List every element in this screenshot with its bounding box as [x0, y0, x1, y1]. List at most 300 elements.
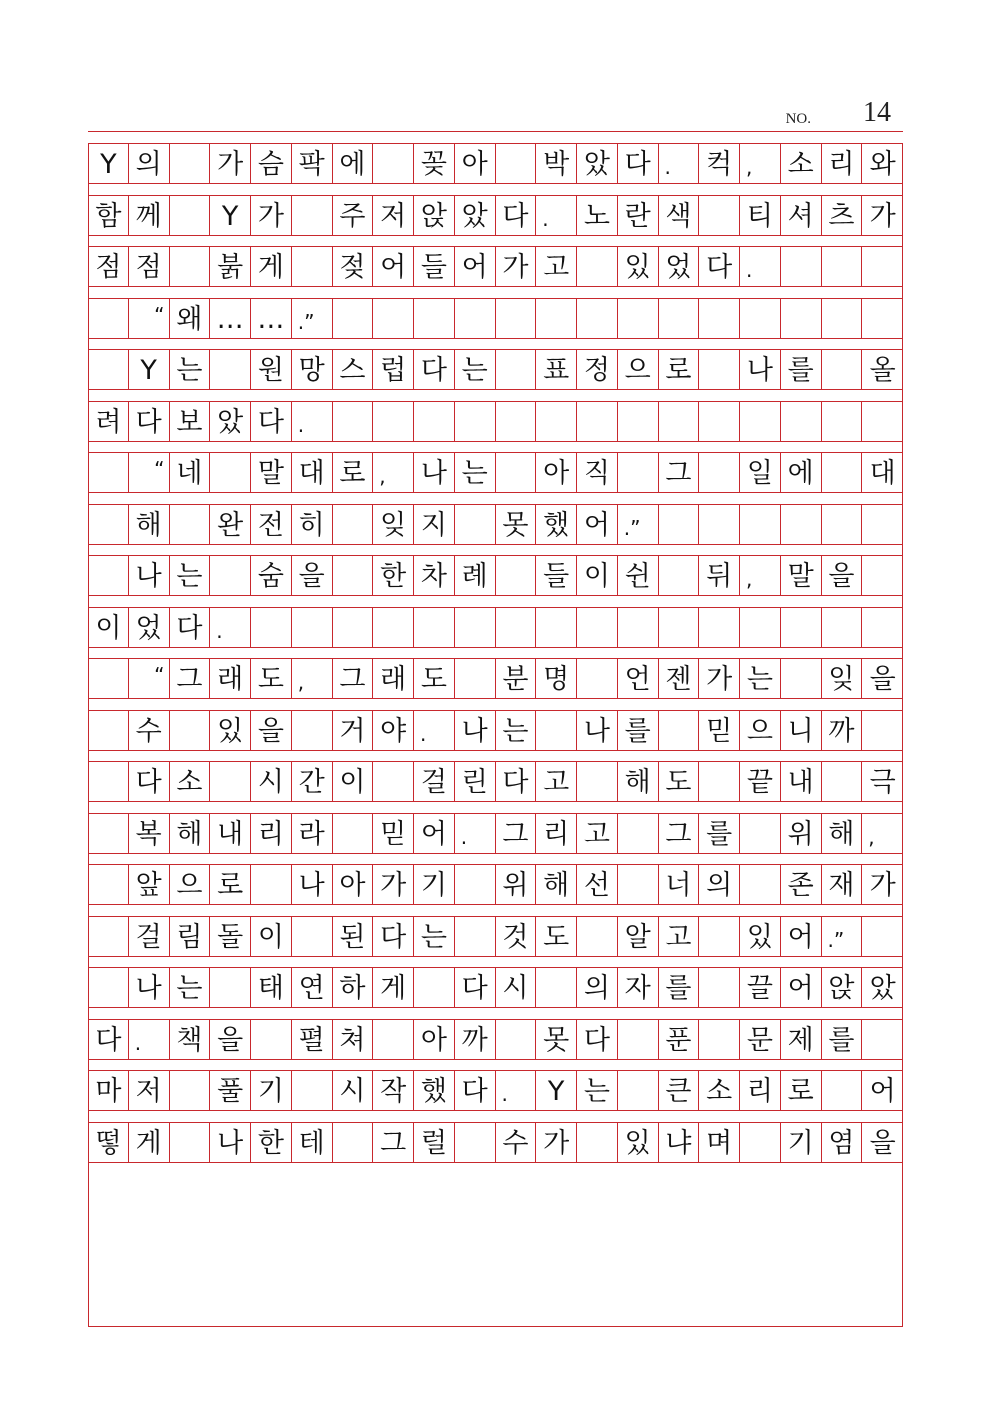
grid-cell: 을 — [251, 711, 292, 750]
grid-cell: 전 — [251, 505, 292, 544]
grid-cell: , — [373, 453, 414, 492]
grid-cell: 고 — [659, 917, 700, 956]
grid-cell: 했 — [414, 1071, 455, 1110]
grid-cell: 기 — [251, 1071, 292, 1110]
grid-cell — [170, 144, 211, 183]
grid-cell: 나 — [292, 865, 333, 904]
grid-cell: 들 — [414, 247, 455, 286]
grid-cell: 다 — [129, 402, 170, 441]
grid-cell — [862, 299, 903, 338]
grid-cell — [455, 608, 496, 647]
grid-cell — [88, 299, 129, 338]
grid-cell: 도 — [251, 659, 292, 698]
page-number: 14 — [863, 97, 891, 128]
grid-cell: 있 — [618, 1123, 659, 1162]
grid-cell: 럴 — [414, 1123, 455, 1162]
grid-cell — [496, 453, 537, 492]
grid-cell: 고 — [536, 762, 577, 801]
grid-cell — [699, 762, 740, 801]
grid-cell — [862, 505, 903, 544]
grid-cell: 잊 — [373, 505, 414, 544]
grid-cell — [618, 608, 659, 647]
grid-row — [88, 349, 903, 390]
manuscript-grid — [88, 143, 903, 1327]
grid-cell — [251, 1020, 292, 1059]
grid-cell: 된 — [333, 917, 374, 956]
grid-cell: 았 — [455, 196, 496, 235]
grid-cell: 다 — [496, 196, 537, 235]
grid-cell: 라 — [292, 814, 333, 853]
grid-cell: 에 — [333, 144, 374, 183]
grid-cell: “ — [129, 299, 170, 338]
grid-cell — [862, 917, 903, 956]
grid-row — [88, 1070, 903, 1111]
grid-cell: 표 — [536, 350, 577, 389]
grid-cell: 가 — [251, 196, 292, 235]
grid-cell: 앞 — [129, 865, 170, 904]
grid-cell: . — [292, 402, 333, 441]
grid-cell: 다 — [129, 762, 170, 801]
grid-row — [88, 401, 903, 442]
grid-cell: 그 — [373, 1123, 414, 1162]
grid-cell — [251, 865, 292, 904]
grid-cell: 일 — [740, 453, 781, 492]
grid-cell: 다 — [414, 350, 455, 389]
grid-cell: 을 — [292, 556, 333, 595]
grid-cell: 한 — [251, 1123, 292, 1162]
grid-cell: 이 — [88, 608, 129, 647]
grid-cell: 시 — [496, 968, 537, 1007]
grid-cell: 컥 — [699, 144, 740, 183]
grid-cell — [822, 299, 863, 338]
grid-cell: 존 — [781, 865, 822, 904]
grid-cell: 붉 — [210, 247, 251, 286]
grid-cell: 그 — [659, 814, 700, 853]
grid-cell: 가 — [210, 144, 251, 183]
grid-cell — [781, 608, 822, 647]
grid-cell — [862, 1020, 903, 1059]
grid-cell — [659, 608, 700, 647]
grid-cell: 기 — [781, 1123, 822, 1162]
grid-cell: 꽂 — [414, 144, 455, 183]
grid-cell: 로 — [333, 453, 374, 492]
grid-cell: 다 — [577, 1020, 618, 1059]
grid-cell: 하 — [333, 968, 374, 1007]
grid-cell: 는 — [414, 917, 455, 956]
grid-cell — [455, 865, 496, 904]
grid-cell — [659, 505, 700, 544]
grid-cell — [781, 659, 822, 698]
grid-cell: 소 — [170, 762, 211, 801]
grid-cell: . — [740, 247, 781, 286]
grid-cell: 를 — [699, 814, 740, 853]
grid-cell: 었 — [129, 608, 170, 647]
grid-cell: 게 — [129, 1123, 170, 1162]
grid-cell: 게 — [251, 247, 292, 286]
grid-cell: 았 — [210, 402, 251, 441]
grid-cell: 선 — [577, 865, 618, 904]
grid-cell: 았 — [869, 973, 896, 1004]
grid-row — [88, 967, 903, 1008]
grid-cell: 와 — [869, 149, 896, 180]
grid-cell: 나 — [129, 556, 170, 595]
grid-cell — [822, 402, 863, 441]
grid-cell: 말 — [251, 453, 292, 492]
grid-cell: Y — [536, 1071, 577, 1110]
grid-cell: 럽 — [373, 350, 414, 389]
grid-row — [88, 813, 903, 854]
grid-cell: 태 — [251, 968, 292, 1007]
grid-cell — [251, 608, 292, 647]
grid-cell: , — [868, 824, 875, 849]
grid-row — [88, 246, 903, 287]
grid-cell — [496, 402, 537, 441]
grid-cell — [618, 1071, 659, 1110]
grid-cell: 노 — [577, 196, 618, 235]
grid-cell: 대 — [869, 458, 896, 489]
grid-cell: 제 — [781, 1020, 822, 1059]
grid-cell — [496, 299, 537, 338]
grid-cell: 내 — [781, 762, 822, 801]
grid-cell: 분 — [496, 659, 537, 698]
grid-cell — [822, 1071, 863, 1110]
grid-cell: . — [210, 608, 251, 647]
grid-cell: 함 — [88, 196, 129, 235]
grid-cell — [699, 608, 740, 647]
grid-cell: 마 — [88, 1071, 129, 1110]
grid-cell: 망 — [292, 350, 333, 389]
grid-cell: 너 — [659, 865, 700, 904]
grid-row — [88, 1122, 903, 1163]
grid-cell — [88, 968, 129, 1007]
grid-cell: 가 — [536, 1123, 577, 1162]
grid-cell — [455, 659, 496, 698]
grid-cell: 셔 — [781, 196, 822, 235]
grid-cell — [699, 968, 740, 1007]
grid-cell: 를 — [618, 711, 659, 750]
grid-cell: . — [455, 814, 496, 853]
grid-cell: . — [496, 1071, 537, 1110]
grid-cell: 어 — [414, 814, 455, 853]
grid-cell — [781, 402, 822, 441]
grid-cell — [333, 402, 374, 441]
grid-cell — [577, 1123, 618, 1162]
grid-cell — [536, 711, 577, 750]
grid-cell: 올 — [869, 355, 896, 386]
grid-cell — [618, 402, 659, 441]
grid-cell — [170, 1123, 211, 1162]
grid-cell: 그 — [496, 814, 537, 853]
grid-cell: 테 — [292, 1123, 333, 1162]
grid-cell: 슴 — [251, 144, 292, 183]
grid-cell: 는 — [170, 556, 211, 595]
grid-cell: 를 — [781, 350, 822, 389]
grid-cell: 소 — [781, 144, 822, 183]
grid-cell — [699, 196, 740, 235]
grid-cell — [740, 814, 781, 853]
grid-cell: 염 — [822, 1123, 863, 1162]
grid-cell — [618, 814, 659, 853]
grid-cell: 점 — [88, 247, 129, 286]
grid-cell — [292, 196, 333, 235]
grid-cell: 티 — [740, 196, 781, 235]
grid-cell: 는 — [170, 350, 211, 389]
grid-cell: 어 — [869, 1076, 896, 1107]
grid-cell: 위 — [496, 865, 537, 904]
grid-cell — [618, 865, 659, 904]
grid-cell: 다 — [496, 762, 537, 801]
grid-cell: 왜 — [170, 299, 211, 338]
grid-cell: 으 — [740, 711, 781, 750]
grid-cell — [496, 608, 537, 647]
grid-cell — [822, 762, 863, 801]
grid-cell — [88, 659, 129, 698]
grid-cell: 보 — [170, 402, 211, 441]
grid-cell — [88, 762, 129, 801]
grid-cell — [455, 505, 496, 544]
grid-cell: , — [740, 556, 781, 595]
grid-cell: 아 — [333, 865, 374, 904]
grid-cell: 가 — [373, 865, 414, 904]
grid-cell — [373, 402, 414, 441]
grid-cell: 돌 — [210, 917, 251, 956]
grid-cell: 못 — [496, 505, 537, 544]
grid-cell: 해 — [170, 814, 211, 853]
grid-cell: . — [129, 1020, 170, 1059]
grid-cell — [577, 247, 618, 286]
grid-row — [88, 555, 903, 596]
grid-cell: Y — [129, 350, 170, 389]
grid-cell: 래 — [373, 659, 414, 698]
grid-cell: 어 — [577, 505, 618, 544]
grid-cell — [577, 402, 618, 441]
grid-cell: 잊 — [822, 659, 863, 698]
grid-cell: 차 — [414, 556, 455, 595]
grid-cell: 그 — [333, 659, 374, 698]
grid-cell: 앉 — [414, 196, 455, 235]
grid-cell: 뒤 — [699, 556, 740, 595]
grid-cell: 도 — [659, 762, 700, 801]
grid-cell: 가 — [496, 247, 537, 286]
grid-cell: 는 — [170, 968, 211, 1007]
grid-cell — [88, 917, 129, 956]
grid-cell: 앉 — [822, 968, 863, 1007]
grid-cell: 펼 — [292, 1020, 333, 1059]
grid-row — [88, 143, 903, 184]
grid-cell: 해 — [618, 762, 659, 801]
grid-cell: 다 — [373, 917, 414, 956]
grid-cell: 나 — [455, 711, 496, 750]
grid-cell — [455, 917, 496, 956]
grid-cell: 히 — [292, 505, 333, 544]
grid-cell — [496, 144, 537, 183]
grid-cell — [170, 247, 211, 286]
grid-cell: “ — [129, 453, 170, 492]
grid-cell: 나 — [129, 968, 170, 1007]
grid-cell — [455, 402, 496, 441]
grid-cell — [699, 350, 740, 389]
grid-cell — [781, 247, 822, 286]
grid-cell — [577, 299, 618, 338]
grid-row — [88, 761, 903, 802]
grid-cell: 대 — [292, 453, 333, 492]
grid-cell — [781, 299, 822, 338]
grid-cell — [659, 556, 700, 595]
grid-cell: 쉰 — [618, 556, 659, 595]
grid-cell — [862, 711, 903, 750]
grid-cell: 다 — [618, 144, 659, 183]
grid-cell: 을 — [822, 556, 863, 595]
grid-cell — [740, 1123, 781, 1162]
grid-cell: 고 — [536, 247, 577, 286]
grid-cell: .” — [822, 917, 863, 956]
grid-cell — [292, 711, 333, 750]
grid-cell: 수 — [129, 711, 170, 750]
grid-cell: 색 — [659, 196, 700, 235]
grid-cell: 스 — [333, 350, 374, 389]
grid-cell — [373, 299, 414, 338]
grid-cell — [373, 762, 414, 801]
grid-cell: . — [659, 144, 700, 183]
grid-cell: 쳐 — [333, 1020, 374, 1059]
grid-cell — [88, 814, 129, 853]
grid-cell — [333, 299, 374, 338]
grid-cell: 해 — [536, 865, 577, 904]
grid-cell: 야 — [373, 711, 414, 750]
grid-cell: 복 — [129, 814, 170, 853]
grid-cell: 떻 — [88, 1123, 129, 1162]
grid-cell: 아 — [414, 1020, 455, 1059]
grid-row — [88, 1019, 903, 1060]
grid-cell: 다 — [455, 1071, 496, 1110]
grid-cell — [170, 1071, 211, 1110]
grid-cell: 극 — [869, 767, 896, 798]
grid-cell: 있 — [210, 711, 251, 750]
grid-cell — [862, 402, 903, 441]
grid-cell — [699, 505, 740, 544]
grid-cell — [740, 505, 781, 544]
grid-cell: 다 — [455, 968, 496, 1007]
grid-cell: 도 — [414, 659, 455, 698]
grid-cell: 림 — [170, 917, 211, 956]
grid-cell: 는 — [455, 453, 496, 492]
grid-cell: .” — [618, 505, 659, 544]
grid-cell: 에 — [781, 453, 822, 492]
grid-cell: 숨 — [251, 556, 292, 595]
grid-cell: 그 — [659, 453, 700, 492]
grid-cell — [170, 711, 211, 750]
grid-cell: 간 — [292, 762, 333, 801]
grid-cell: 점 — [129, 247, 170, 286]
grid-cell: 는 — [577, 1071, 618, 1110]
grid-cell: 어 — [373, 247, 414, 286]
grid-cell — [88, 865, 129, 904]
grid-cell: .” — [292, 299, 333, 338]
grid-cell — [333, 814, 374, 853]
grid-cell — [373, 608, 414, 647]
grid-cell — [373, 144, 414, 183]
grid-cell — [699, 917, 740, 956]
grid-cell — [455, 1123, 496, 1162]
grid-cell: 었 — [659, 247, 700, 286]
grid-cell: 이 — [333, 762, 374, 801]
grid-cell — [536, 299, 577, 338]
grid-cell — [496, 556, 537, 595]
grid-cell — [862, 247, 903, 286]
grid-cell: 언 — [618, 659, 659, 698]
grid-cell: 츠 — [822, 196, 863, 235]
grid-cell — [536, 968, 577, 1007]
grid-cell: 것 — [496, 917, 537, 956]
grid-cell: 어 — [781, 917, 822, 956]
grid-cell: 아 — [455, 144, 496, 183]
grid-cell — [170, 196, 211, 235]
grid-cell — [822, 608, 863, 647]
grid-cell: 며 — [699, 1123, 740, 1162]
grid-cell: 란 — [618, 196, 659, 235]
grid-cell: 례 — [455, 556, 496, 595]
grid-cell — [618, 453, 659, 492]
grid-cell: 박 — [536, 144, 577, 183]
grid-cell: 직 — [577, 453, 618, 492]
grid-cell — [740, 402, 781, 441]
grid-cell: 믿 — [699, 711, 740, 750]
grid-cell: 의 — [129, 144, 170, 183]
grid-cell: 고 — [577, 814, 618, 853]
grid-cell: 지 — [414, 505, 455, 544]
grid-cell — [659, 402, 700, 441]
grid-cell: 시 — [251, 762, 292, 801]
grid-cell — [822, 505, 863, 544]
page-header — [88, 96, 903, 132]
grid-cell: 완 — [210, 505, 251, 544]
grid-cell: , — [292, 659, 333, 698]
grid-cell: 있 — [740, 917, 781, 956]
grid-cell: 를 — [822, 1020, 863, 1059]
grid-cell: 문 — [740, 1020, 781, 1059]
grid-cell: 가 — [869, 870, 896, 901]
grid-cell: Y — [88, 144, 129, 183]
grid-cell — [373, 1020, 414, 1059]
grid-cell: 거 — [333, 711, 374, 750]
grid-cell: 풀 — [210, 1071, 251, 1110]
grid-cell — [862, 608, 903, 647]
grid-cell: 어 — [781, 968, 822, 1007]
grid-cell: 로 — [781, 1071, 822, 1110]
grid-cell: 까 — [822, 711, 863, 750]
grid-cell: 연 — [292, 968, 333, 1007]
grid-cell — [577, 659, 618, 698]
grid-cell: … — [251, 299, 292, 338]
grid-cell — [333, 505, 374, 544]
grid-cell — [88, 350, 129, 389]
grid-cell: 시 — [333, 1071, 374, 1110]
grid-cell — [822, 453, 863, 492]
grid-cell: 의 — [577, 968, 618, 1007]
grid-cell: 다 — [88, 1020, 129, 1059]
grid-cell: 을 — [869, 1127, 896, 1159]
grid-cell: 있 — [618, 247, 659, 286]
grid-cell: 기 — [414, 865, 455, 904]
grid-cell: 내 — [210, 814, 251, 853]
grid-cell: 는 — [455, 350, 496, 389]
grid-cell — [210, 762, 251, 801]
grid-cell: 그 — [170, 659, 211, 698]
grid-cell — [699, 402, 740, 441]
grid-cell — [455, 299, 496, 338]
grid-cell: 위 — [781, 814, 822, 853]
grid-cell — [210, 453, 251, 492]
